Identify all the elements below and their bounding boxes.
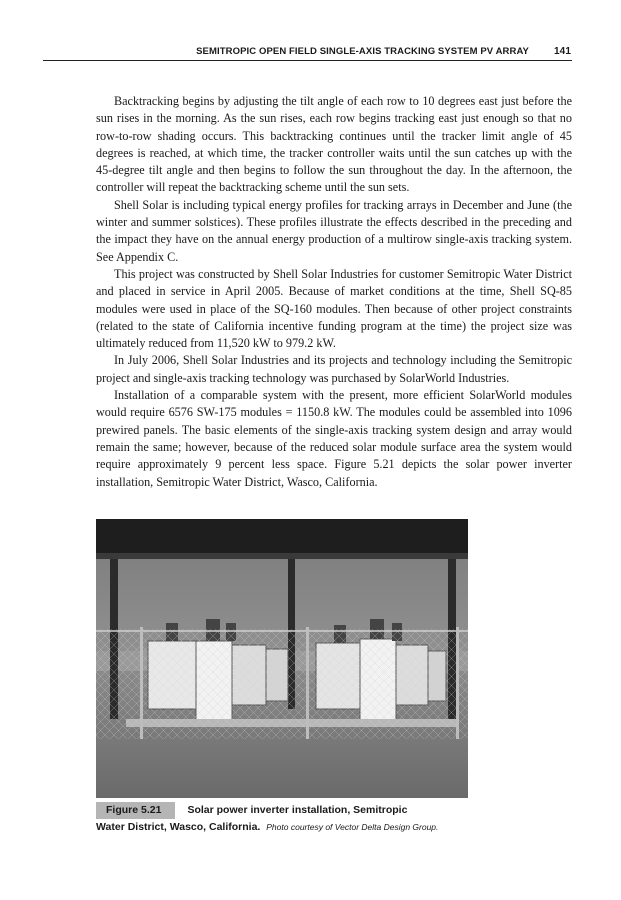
paragraph-backtracking: Backtracking begins by adjusting the tilt angle of each row to 10 degrees east just before the sun rises in the morning. As the sun rises, each row begins tracking east just enough so that no row-to-row shading occurs. This backtracking continues until the tracker limit angle of 45 degrees is reached, at which time, the tracker controller waits until the sun catches up with the 45-degree tilt angle and then begins to follow the sun throughout the day. In the afternoon, the controller will repeat the backtracking scheme until the sun sets.: [96, 94, 572, 195]
running-header: [0, 46, 621, 64]
body-text: [96, 93, 572, 491]
running-title: SEMITROPIC OPEN FIELD SINGLE-AXIS TRACKING SYSTEM PV ARRAY: [196, 46, 529, 57]
figure-caption: [96, 802, 536, 836]
caption-line-1: Solar power inverter installation, Semitropic: [187, 804, 408, 816]
caption-line-2: Water District, Wasco, California.: [96, 821, 261, 833]
page-number: 141: [554, 46, 571, 57]
figure-label: Figure 5.21: [96, 802, 175, 819]
paragraph-energy-profiles: Shell Solar is including typical energy profiles for tracking arrays in December and June (the winter and summer solstices). These profiles illustrate the effects described in the preceding and the impact they have on the annual energy production of a multirow single-axis tracking system. See Appendix C.: [96, 197, 572, 264]
photo-credit: Photo courtesy of Vector Delta Design Group.: [266, 822, 439, 832]
paragraph-comparable-system: Installation of a comparable system with the present, more efficient SolarWorld modules would require 6576 SW-175 modules = 1150.8 kW. The modules could be assembled into 1096 prewired panels. The basic elements of the single-axis tracking system design and array would remain the same; however, because of the reduced solar module surface area the system would require approximately 9 percent less space. Figure 5.21 depicts the solar power inverter installation, Semitropic Water District, Wasco, California.: [96, 388, 572, 489]
inverter-installation-photo: [96, 519, 468, 798]
paragraph-acquisition: In July 2006, Shell Solar Industries and its projects and technology including the Semitropic project and single-axis tracking technology was purchased by SolarWorld Industries.: [96, 353, 572, 385]
header-rule: [43, 60, 572, 61]
paragraph-construction: This project was constructed by Shell Solar Industries for customer Semitropic Water District and placed in service in April 2005. Because of market conditions at the time, Shell SQ-85 modules were used in place of the SQ-160 modules. Then because of other project constraints (related to the state of California incentive funding program at the time) the project size was ultimately reduced from 11,520 kW to 979.2 kW.: [96, 266, 572, 351]
